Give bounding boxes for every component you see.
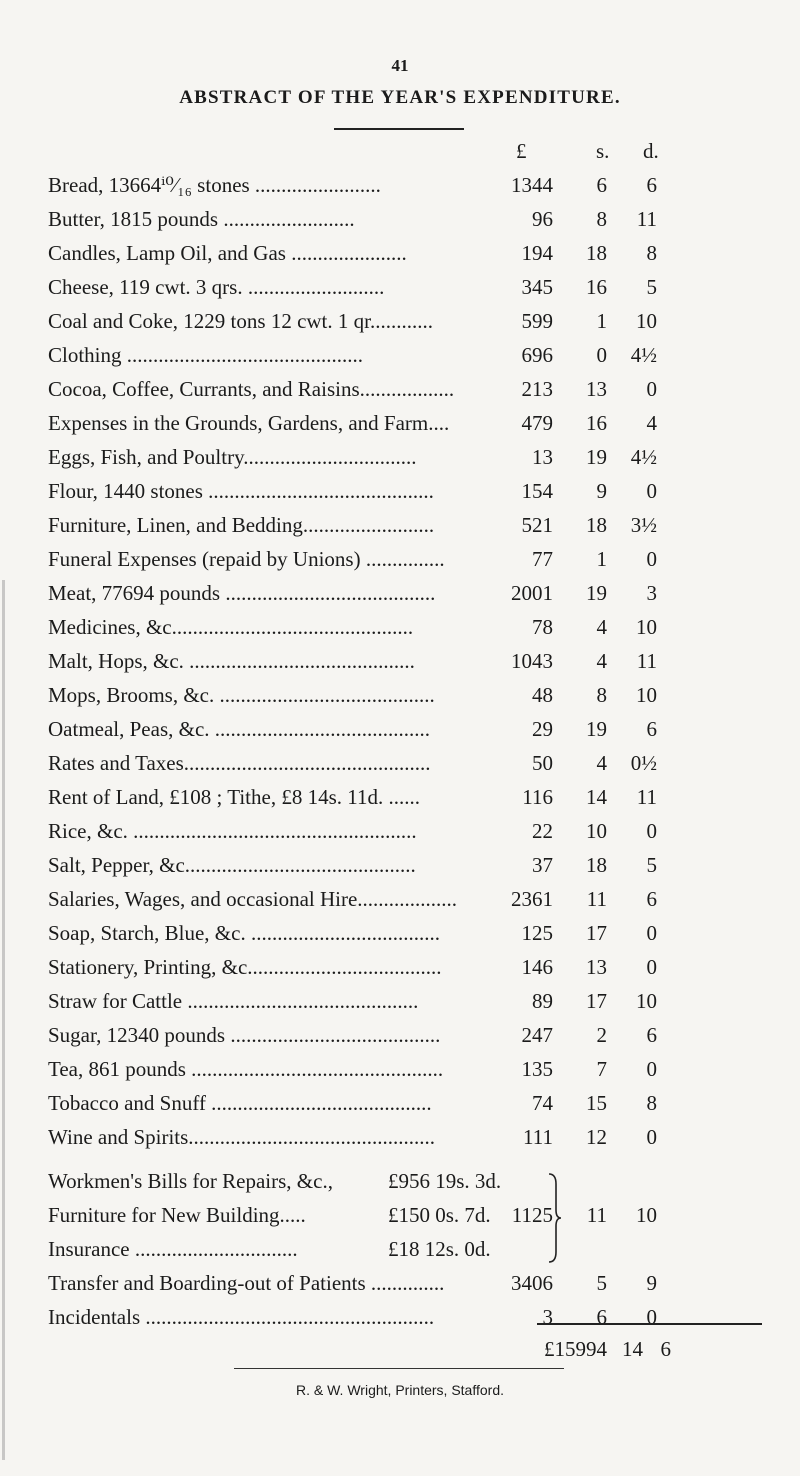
binding-edge-shadow xyxy=(2,580,5,1460)
pence-value: 6 xyxy=(646,1023,657,1047)
item-label: Clothing ............................................. xyxy=(48,343,364,367)
table-row xyxy=(0,610,800,644)
pounds-value: 77 xyxy=(532,547,553,571)
pounds-value: 29 xyxy=(532,717,553,741)
pence-value: 6 xyxy=(646,887,657,911)
shillings-value: 4 xyxy=(596,649,607,673)
table-row xyxy=(0,1086,800,1120)
item-label: Tea, 861 pounds ................................................ xyxy=(48,1057,444,1081)
table-row xyxy=(0,576,800,610)
pence-value: 10 xyxy=(636,683,657,707)
shillings-value: 13 xyxy=(586,377,607,401)
table-row xyxy=(0,338,800,372)
pounds-value: 50 xyxy=(532,751,553,775)
pounds-value: 3 xyxy=(542,1305,553,1329)
grouped-shillings: 11 xyxy=(586,1203,607,1227)
pence-value: 0 xyxy=(646,955,657,979)
item-label: Medicines, &c.............................................. xyxy=(48,615,414,639)
grouped-line-amount: £150 0s. 7d. xyxy=(388,1203,491,1227)
pounds-value: 146 xyxy=(521,955,553,979)
table-row xyxy=(0,406,800,440)
table-row xyxy=(0,746,800,780)
pounds-value: 78 xyxy=(532,615,553,639)
pence-value: 4½ xyxy=(630,445,657,469)
shillings-value: 13 xyxy=(586,955,607,979)
pounds-value: 74 xyxy=(532,1091,553,1115)
shillings-value: 17 xyxy=(586,989,607,1013)
item-label: Stationery, Printing, &c..................................... xyxy=(48,955,442,979)
pence-value: 0 xyxy=(646,1125,657,1149)
item-label: Expenses in the Grounds, Gardens, and Farm.... xyxy=(48,411,450,435)
pence-value: 0 xyxy=(646,819,657,843)
shillings-value: 4 xyxy=(596,615,607,639)
table-row xyxy=(0,916,800,950)
pounds-value: 22 xyxy=(532,819,553,843)
shillings-value: 0 xyxy=(596,343,607,367)
pence-value: 8 xyxy=(646,241,657,265)
total-pounds: £15994 xyxy=(544,1337,607,1361)
pounds-value: 696 xyxy=(521,343,553,367)
pounds-value: 345 xyxy=(521,275,553,299)
pence-value: 3 xyxy=(646,581,657,605)
pounds-value: 154 xyxy=(521,479,553,503)
pounds-value: 479 xyxy=(521,411,553,435)
table-row xyxy=(0,202,800,236)
page-number: 41 xyxy=(391,56,409,75)
item-label: Funeral Expenses (repaid by Unions) ............... xyxy=(48,547,445,571)
item-label: Transfer and Boarding-out of Patients .............. xyxy=(48,1271,445,1295)
table-row xyxy=(0,1018,800,1052)
table-row xyxy=(0,168,800,202)
table-row xyxy=(0,542,800,576)
item-label: Cocoa, Coffee, Currants, and Raisins.................. xyxy=(48,377,455,401)
item-label: Salt, Pepper, &c............................................ xyxy=(48,853,416,877)
shillings-value: 2 xyxy=(596,1023,607,1047)
item-label: Cheese, 119 cwt. 3 qrs. .......................... xyxy=(48,275,385,299)
table-row xyxy=(0,1300,800,1334)
pounds-value: 1344 xyxy=(511,173,553,197)
page-title: ABSTRACT OF THE YEAR'S EXPENDITURE. xyxy=(179,87,621,108)
item-label: Eggs, Fish, and Poultry................................. xyxy=(48,445,417,469)
grouped-line-label: Furniture for New Building..... xyxy=(48,1203,306,1227)
shillings-value: 18 xyxy=(586,513,607,537)
grouped-pence: 10 xyxy=(636,1203,657,1227)
shillings-value: 8 xyxy=(596,683,607,707)
shillings-value: 10 xyxy=(586,819,607,843)
grouped-pounds: 1125 xyxy=(511,1203,553,1227)
grouped-line-furniture xyxy=(48,1198,491,1232)
pounds-value: 89 xyxy=(532,989,553,1013)
shillings-value: 19 xyxy=(586,717,607,741)
shillings-value: 1 xyxy=(596,547,607,571)
item-label: Mops, Brooms, &c. ......................................... xyxy=(48,683,435,707)
pence-value: 0 xyxy=(646,547,657,571)
pence-value: 10 xyxy=(636,615,657,639)
pounds-value: 135 xyxy=(521,1057,553,1081)
pence-value: 5 xyxy=(646,275,657,299)
item-label: Oatmeal, Peas, &c. ......................................... xyxy=(48,717,431,741)
pence-value: 5 xyxy=(646,853,657,877)
pence-value: 11 xyxy=(636,785,657,809)
pounds-value: 2361 xyxy=(511,887,553,911)
pounds-value: 1043 xyxy=(511,649,553,673)
pounds-value: 194 xyxy=(521,241,553,265)
item-label: Flour, 1440 stones ........................................... xyxy=(48,479,434,503)
pounds-value: 48 xyxy=(532,683,553,707)
shillings-value: 1 xyxy=(596,309,607,333)
pence-value: 0 xyxy=(646,1305,657,1329)
table-row xyxy=(0,1052,800,1086)
item-label: Tobacco and Snuff .......................................... xyxy=(48,1091,432,1115)
item-label: Malt, Hops, &c. ........................................... xyxy=(48,649,415,673)
shillings-value: 14 xyxy=(586,785,607,809)
table-row xyxy=(0,270,800,304)
item-label: Wine and Spirits............................................... xyxy=(48,1125,436,1149)
pounds-value: 3406 xyxy=(511,1271,553,1295)
shillings-value: 18 xyxy=(586,853,607,877)
shillings-value: 6 xyxy=(596,173,607,197)
total-rule xyxy=(537,1323,762,1325)
pounds-value: 599 xyxy=(521,309,553,333)
pounds-value: 213 xyxy=(521,377,553,401)
pence-value: 11 xyxy=(636,207,657,231)
table-row xyxy=(0,984,800,1018)
item-label: Coal and Coke, 1229 tons 12 cwt. 1 qr............ xyxy=(48,309,433,333)
pence-value: 4½ xyxy=(630,343,657,367)
title-divider xyxy=(334,128,464,130)
shillings-value: 18 xyxy=(586,241,607,265)
pence-value: 0 xyxy=(646,921,657,945)
pounds-value: 111 xyxy=(523,1125,553,1149)
pounds-value: 37 xyxy=(532,853,553,877)
pounds-column-header: £ xyxy=(516,139,527,163)
pounds-value: 116 xyxy=(522,785,553,809)
table-row xyxy=(0,304,800,338)
item-label: Straw for Cattle ............................................ xyxy=(48,989,419,1013)
table-row xyxy=(0,372,800,406)
pounds-value: 2001 xyxy=(511,581,553,605)
table-row xyxy=(0,1120,800,1154)
table-row xyxy=(0,814,800,848)
shillings-value: 9 xyxy=(596,479,607,503)
item-label: Sugar, 12340 pounds ........................................ xyxy=(48,1023,441,1047)
item-label: Incidentals ....................................................... xyxy=(48,1305,435,1329)
pounds-value: 521 xyxy=(521,513,553,537)
pence-value: 8 xyxy=(646,1091,657,1115)
shillings-value: 12 xyxy=(586,1125,607,1149)
item-label: Meat, 77694 pounds ........................................ xyxy=(48,581,436,605)
table-row xyxy=(0,474,800,508)
table-row xyxy=(0,780,800,814)
item-label: Rates and Taxes............................................... xyxy=(48,751,431,775)
pence-value: 0 xyxy=(646,1057,657,1081)
pence-value: 0 xyxy=(646,377,657,401)
pence-column-header: d. xyxy=(643,139,659,163)
shillings-value: 17 xyxy=(586,921,607,945)
shillings-value: 8 xyxy=(596,207,607,231)
table-row xyxy=(0,1266,800,1300)
pounds-value: 247 xyxy=(521,1023,553,1047)
grouped-line-insurance xyxy=(48,1232,491,1266)
pence-value: 3½ xyxy=(630,513,657,537)
shillings-value: 16 xyxy=(586,275,607,299)
grouped-line-label: Insurance ............................... xyxy=(48,1237,298,1261)
printer-imprint: R. & W. Wright, Printers, Stafford. xyxy=(296,1382,504,1398)
pounds-value: 125 xyxy=(521,921,553,945)
pence-value: 10 xyxy=(636,309,657,333)
item-label: Bread, 13664ⁱ⁰⁄₁₆ stones ........................ xyxy=(48,173,381,197)
pounds-value: 13 xyxy=(532,445,553,469)
pence-value: 9 xyxy=(646,1271,657,1295)
item-label: Soap, Starch, Blue, &c. .................................... xyxy=(48,921,440,945)
pence-value: 4 xyxy=(646,411,657,435)
shillings-value: 5 xyxy=(596,1271,607,1295)
pence-value: 11 xyxy=(636,649,657,673)
item-label: Rice, &c. ...................................................... xyxy=(48,819,417,843)
footer-rule xyxy=(234,1368,564,1369)
item-label: Furniture, Linen, and Bedding......................... xyxy=(48,513,435,537)
table-row xyxy=(0,440,800,474)
grouped-line-repairs xyxy=(48,1164,502,1198)
table-row xyxy=(0,508,800,542)
shillings-value: 6 xyxy=(596,1305,607,1329)
item-label: Salaries, Wages, and occasional Hire................... xyxy=(48,887,458,911)
shillings-value: 16 xyxy=(586,411,607,435)
table-row xyxy=(0,236,800,270)
shillings-value: 4 xyxy=(596,751,607,775)
pence-value: 10 xyxy=(636,989,657,1013)
grouped-line-label: Workmen's Bills for Repairs, &c., xyxy=(48,1169,333,1193)
pence-value: 0½ xyxy=(630,751,657,775)
pence-value: 6 xyxy=(646,173,657,197)
table-row xyxy=(0,678,800,712)
shillings-value: 11 xyxy=(586,887,607,911)
grouped-line-amount: £956 19s. 3d. xyxy=(388,1169,502,1193)
shillings-value: 19 xyxy=(586,445,607,469)
table-row xyxy=(0,712,800,746)
pence-value: 6 xyxy=(646,717,657,741)
total-pence: 6 xyxy=(660,1337,671,1361)
item-label: Candles, Lamp Oil, and Gas ...................... xyxy=(48,241,407,265)
item-label: Rent of Land, £108 ; Tithe, £8 14s. 11d. ...... xyxy=(48,785,420,809)
total-shillings: 14 xyxy=(622,1337,643,1361)
table-row xyxy=(0,644,800,678)
shillings-column-header: s. xyxy=(596,139,610,163)
pounds-value: 96 xyxy=(532,207,553,231)
grand-total xyxy=(544,1332,607,1366)
shillings-value: 7 xyxy=(596,1057,607,1081)
item-label: Butter, 1815 pounds ......................... xyxy=(48,207,355,231)
grouped-line-amount: £18 12s. 0d. xyxy=(388,1237,491,1261)
table-row xyxy=(0,848,800,882)
table-row xyxy=(0,882,800,916)
shillings-value: 19 xyxy=(586,581,607,605)
shillings-value: 15 xyxy=(586,1091,607,1115)
table-row xyxy=(0,950,800,984)
pence-value: 0 xyxy=(646,479,657,503)
